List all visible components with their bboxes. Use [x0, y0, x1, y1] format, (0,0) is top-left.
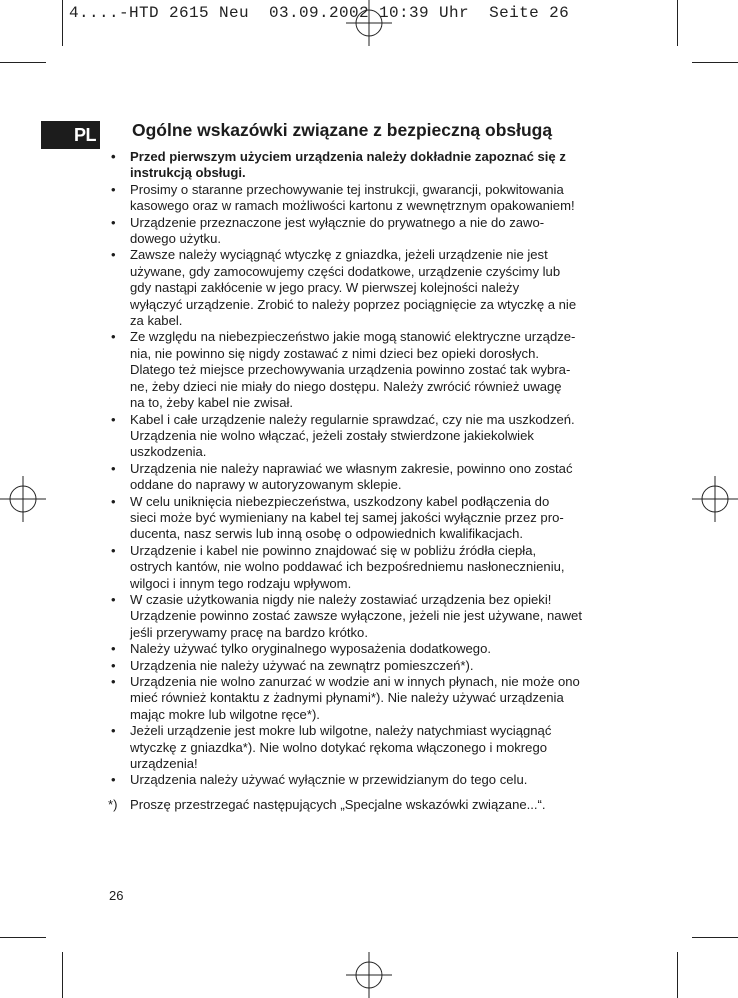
crop-mark — [62, 0, 63, 46]
list-item-line: ne, żeby dzieci nie miały do niego dostępu. Należy zwrócić również uwagę — [130, 378, 562, 394]
crop-mark — [0, 62, 46, 63]
list-item-line: Jeżeli urządzenie jest mokre lub wilgotne, należy natychmiast wyciągnąć — [130, 723, 552, 739]
bullet-icon: • — [111, 591, 116, 607]
list-item-line: Urządzenia nie należy używać na zewnątrz pomieszczeń*). — [130, 657, 474, 673]
list-item — [110, 543, 640, 592]
crop-mark — [677, 0, 678, 46]
list-item-line: urządzenia! — [130, 756, 198, 772]
bullet-icon: • — [111, 641, 116, 657]
list-item — [110, 182, 640, 215]
bullet-icon: • — [111, 181, 116, 197]
list-item — [110, 149, 640, 182]
footnote-text: Proszę przestrzegać następujących „Specjalne wskazówki związane...“. — [130, 796, 546, 812]
bullet-icon: • — [111, 723, 116, 739]
bullet-icon: • — [111, 247, 116, 263]
list-item — [110, 461, 640, 494]
crop-mark — [677, 952, 678, 998]
list-item-line: nia, nie powinno się nigdy zostawać z nimi dzieci bez opieki dorosłych. — [130, 345, 540, 361]
list-item-line: używane, gdy zamocowujemy części dodatkowe, urządzenie czyścimy lub — [130, 263, 561, 279]
list-item — [110, 641, 640, 657]
list-item — [110, 247, 640, 329]
language-tab: PL — [41, 121, 100, 149]
list-item-line: Dlatego też miejsce przechowywania urządzenia powinno zostać tak wybra- — [130, 362, 571, 378]
bullet-icon: • — [111, 329, 116, 345]
list-item-line: Prosimy o staranne przechowywanie tej instrukcji, gwarancji, pokwitowania — [130, 181, 564, 197]
bullet-icon: • — [111, 214, 116, 230]
safety-instructions-list — [110, 149, 640, 813]
bullet-icon: • — [111, 657, 116, 673]
list-item-line: Urządzenia nie wolno zanurzać w wodzie ani w innych płynach, nie może ono — [130, 674, 580, 689]
list-item-line: wilgoci i innym tego rodzaju wpływom. — [130, 575, 352, 591]
list-item-line: Zawsze należy wyciągnąć wtyczkę z gniazdka, jeżeli urządzenie nie jest — [130, 247, 548, 263]
list-item-line: W celu uniknięcia niebezpieczeństwa, uszkodzony kabel podłączenia do — [130, 493, 550, 509]
crop-mark — [0, 937, 46, 938]
list-item-line: mieć również kontaktu z żadnymi płynami*). Nie należy używać urządzenia — [130, 690, 564, 706]
list-item — [110, 329, 640, 411]
list-item-line: wtyczkę z gniazdka*). Nie wolno dotykać rękoma włączonego i mokrego — [130, 739, 548, 755]
bullet-icon: • — [111, 493, 116, 509]
list-item-line: uszkodzenia. — [130, 444, 207, 460]
list-item-line: jeśli przerywamy pracę na bardzo krótko. — [130, 624, 368, 640]
list-item-line: Urządzenia nie wolno włączać, jeżeli zostały stwierdzone jakiekolwiek — [130, 427, 534, 443]
crop-mark — [62, 952, 63, 998]
bullet-icon: • — [111, 674, 116, 689]
crop-mark — [692, 62, 738, 63]
registration-mark-icon — [346, 0, 392, 46]
list-item-line: instrukcją obsługi. — [130, 165, 246, 181]
list-item — [110, 215, 640, 248]
print-slug-header: 4....-HTD 2615 Neu 03.09.2002 10:39 Uhr Seite 26 — [69, 4, 570, 22]
list-item — [110, 772, 640, 788]
bullet-icon: • — [111, 542, 116, 558]
list-item-line: Należy używać tylko oryginalnego wyposażenia dodatkowego. — [130, 641, 492, 657]
list-item-line: Urządzenia należy używać wyłącznie w przewidzianym do tego celu. — [130, 772, 528, 788]
list-item-line: kasowego oraz w ramach możliwości kartonu z wewnętrznym opakowaniem! — [130, 198, 575, 214]
list-item-line: oddane do naprawy w autoryzowanym sklepie. — [130, 477, 402, 493]
list-item-line: Przed pierwszym użyciem urządzenia należy dokładnie zapoznać się z — [130, 149, 566, 164]
list-item-line: Kabel i całe urządzenie należy regularnie sprawdzać, czy nie ma uszkodzeń. — [130, 411, 575, 427]
list-item-line: Urządzenie powinno zostać zawsze wyłączone, jeżeli nie jest używane, nawet — [130, 608, 582, 624]
list-item — [110, 412, 640, 461]
registration-mark-icon — [0, 476, 46, 522]
list-item-line: Urządzenia nie należy naprawiać we własnym zakresie, powinno ono zostać — [130, 460, 573, 476]
list-item-line: Ze względu na niebezpieczeństwo jakie mogą stanowić elektryczne urządze- — [130, 329, 576, 345]
crop-mark — [692, 937, 738, 938]
list-item-line: za kabel. — [130, 313, 183, 329]
list-item-line: mając mokre lub wilgotne ręce*). — [130, 706, 320, 722]
list-item — [110, 723, 640, 772]
list-item-line: ostrych kantów, nie wolno poddawać ich bezpośredniemu nasłonecznieniu, — [130, 559, 565, 575]
list-item-line: dowego użytku. — [130, 231, 221, 247]
bullet-items — [110, 149, 640, 789]
list-item — [110, 674, 640, 723]
list-item — [110, 658, 640, 674]
section-title: Ogólne wskazówki związane z bezpieczną obsługą — [132, 120, 553, 140]
bullet-icon: • — [111, 772, 116, 788]
list-item-line: Urządzenie przeznaczone jest wyłącznie do prywatnego a nie do zawo- — [130, 214, 545, 230]
list-item-line: gdy nastąpi zakłócenie w jego pracy. W pierwszej kolejności należy — [130, 280, 520, 296]
bullet-icon: • — [111, 460, 116, 476]
list-item-line: Urządzenie i kabel nie powinno znajdować się w pobliżu źródła ciepła, — [130, 542, 537, 558]
list-item-line: wyłączyć urządzenie. Zrobić to należy poprzez pociągnięcie za wtyczkę a nie — [130, 296, 577, 312]
bullet-icon: • — [111, 149, 116, 164]
list-item — [110, 494, 640, 543]
footnote-mark: *) — [108, 796, 118, 812]
list-item — [110, 592, 640, 641]
page-number: 26 — [109, 888, 124, 903]
list-item-line: na to, żeby kabel nie zwisał. — [130, 395, 294, 411]
registration-mark-icon — [692, 476, 738, 522]
footnote — [110, 797, 640, 813]
list-item-line: sieci może być wymieniany na kabel tej samej jakości wyłącznie przez pro- — [130, 509, 564, 525]
list-item-line: ducenta, nasz serwis lub inną osobę o odpowiednich kwalifikacjach. — [130, 526, 524, 542]
list-item-line: W czasie użytkowania nigdy nie należy zostawiać urządzenia bez opieki! — [130, 591, 552, 607]
registration-mark-icon — [346, 952, 392, 998]
bullet-icon: • — [111, 411, 116, 427]
